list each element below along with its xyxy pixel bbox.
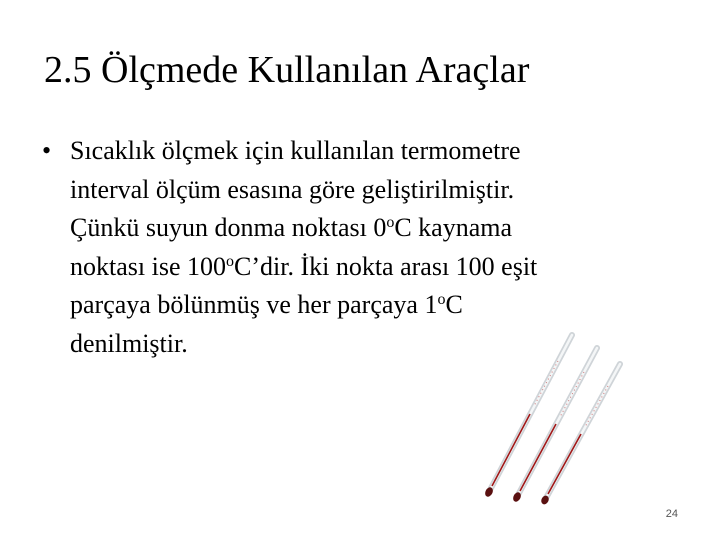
slide-title: 2.5 Ölçmede Kullanılan Araçlar — [44, 49, 530, 91]
bullet-text — [70, 132, 670, 363]
bullet-line: noktası ise 100$^o$C’dir. İki nokta arası 100 eşit — [70, 251, 538, 281]
page-number: 24 — [665, 508, 678, 520]
degree-superscript: o — [386, 214, 395, 231]
degree-superscript: o — [226, 252, 234, 270]
bullet-line: denilmiştir. — [70, 328, 188, 358]
bullet-line: Sıcaklık ölçmek için kullanılan termometre — [70, 136, 521, 165]
bullet-line: parçaya bölünmüş ve her parçaya 1$^o$C — [70, 290, 463, 319]
bullet-line: Çünkü suyun donma noktası 0$^o$C kaynama — [70, 213, 513, 242]
bullet-line: interval ölçüm esasına göre geliştirilmiştir. — [70, 174, 515, 204]
thermometers-image — [470, 330, 630, 505]
bullet-marker: • — [42, 136, 52, 165]
degree-superscript: o — [437, 291, 446, 308]
